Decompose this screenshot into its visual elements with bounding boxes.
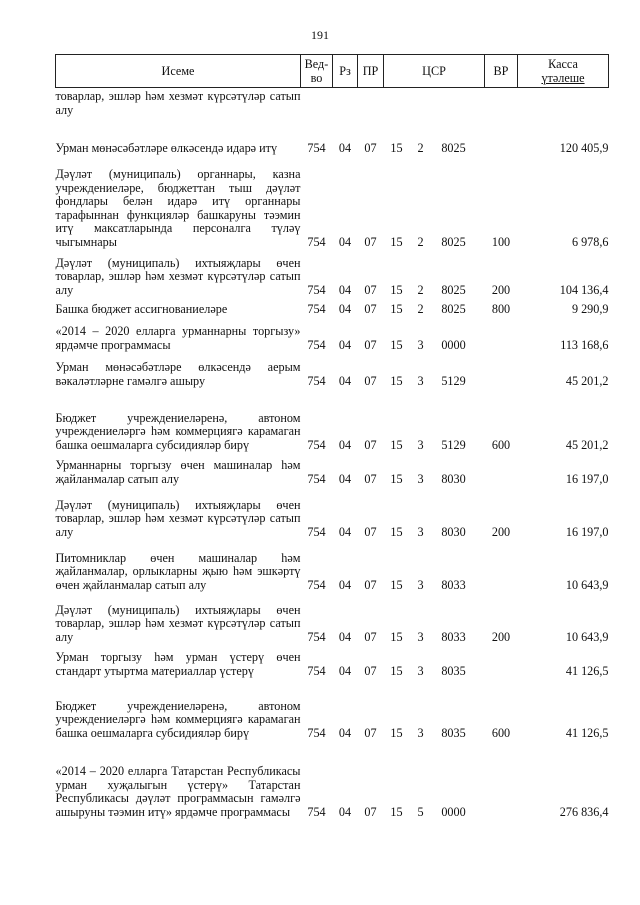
row-csr [384,540,485,593]
row-pr: 07 [364,629,377,644]
row-amount: 113 168,6 [560,337,609,352]
row-rz: 04 [338,471,352,486]
row-csr-part: 15 [390,140,403,155]
row-vedomstvo: 754 [307,725,326,740]
row-csr-part: 15 [390,437,403,452]
table-header [56,55,609,88]
row-vedomstvo: 754 [307,471,326,486]
row-csr-part: 3 [417,337,424,352]
row-name: Дәүләт (муниципаль) ихтыяҗлары өчен товарлар, эшләр һәм хезмәт күрсәтүләр сатып алу [55,602,301,644]
row-csr [384,645,485,679]
row-amount: 16 197,0 [565,471,609,486]
row-csr-part: 15 [390,804,403,819]
row-vr: 200 [491,282,511,297]
row-csr [384,389,485,453]
row-amount: 41 126,5 [565,725,609,740]
row-csr-part: 2 [417,234,424,249]
row-csr-part: 3 [417,524,424,539]
row-rz: 04 [338,663,352,678]
row-csr [384,453,485,487]
row-csr-part: 0000 [441,337,466,352]
row-csr-part: 8033 [441,629,466,644]
row-rz: 04 [338,524,352,539]
row-pr: 07 [364,804,377,819]
row-pr: 07 [364,663,377,678]
row-csr [384,741,485,820]
table-row [56,453,609,487]
row-pr: 07 [364,140,377,155]
row-name: «2014 – 2020 елларга Татарстан Республикасы урман хуҗалыгын үстерү» Татарстан Республикасы дәүләт программасын гамәлгә ашыруны тәэмин итү» ярдәмче программасы [55,764,301,819]
row-csr-part: 2 [417,282,424,297]
row-csr-part: 8035 [441,725,466,740]
row-csr-part: 15 [390,629,403,644]
row-csr-part: 3 [417,437,424,452]
row-pr [358,88,384,118]
row-pr: 07 [364,301,377,316]
table-row [56,88,609,118]
header-kassa [518,55,609,88]
row-pr: 07 [364,524,377,539]
table-body [56,88,609,820]
row-pr: 07 [364,725,377,740]
row-csr-part: 15 [390,373,403,388]
row-name: Урман торгызу һәм урман үстерү өчен стандарт утыртма материаллар үстерү [55,650,301,678]
row-name: Дәүләт (муниципаль) ихтыяҗлары өчен товарлар, эшләр һәм хезмәт күрсәтүләр сатып алу [55,497,301,539]
row-csr [384,353,485,389]
table-row [56,389,609,453]
row-csr-part: 15 [390,524,403,539]
row-vr [485,645,518,679]
row-csr-part: 15 [390,471,403,486]
row-csr-part: 3 [417,663,424,678]
row-rz: 04 [338,437,352,452]
row-rz: 04 [338,140,352,155]
row-amount: 10 643,9 [565,577,609,592]
row-name: Башка бюджет ассигнованиеләре [55,301,228,316]
row-amount: 45 201,2 [565,437,609,452]
row-name: Урман мөнәсәбәтләре өлкәсендә идарә итү [55,140,278,155]
row-csr [384,298,485,317]
row-vr: 800 [491,301,511,316]
header-vedomstvo-line2: во [310,71,323,85]
table-row [56,353,609,389]
table-row [56,250,609,298]
row-csr-part: 5129 [441,437,466,452]
row-csr-part: 8025 [441,140,466,155]
row-csr-part: 8030 [441,524,466,539]
row-amount [518,88,609,118]
header-csr: ЦСР [384,55,485,88]
row-name: Урман мөнәсәбәтләре өлкәсендә аерым вәкаләтләрне гамәлгә ашыру [55,360,301,388]
row-csr-part: 8030 [441,471,466,486]
header-vedomstvo [301,55,333,88]
table-row [56,679,609,741]
row-csr-part: 3 [417,577,424,592]
row-vedomstvo: 754 [307,373,326,388]
row-amount: 120 405,9 [559,140,609,155]
row-amount: 6 978,6 [571,234,609,249]
header-vedomstvo-line1: Вед- [304,57,329,71]
table-row [56,741,609,820]
row-pr: 07 [364,282,377,297]
table-row [56,645,609,679]
row-rz: 04 [338,373,352,388]
row-csr-part: 2 [417,140,424,155]
row-csr-part: 15 [390,337,403,352]
row-vedomstvo: 754 [307,337,326,352]
row-csr [384,250,485,298]
row-pr: 07 [364,437,377,452]
row-rz: 04 [338,234,352,249]
row-vr: 200 [491,524,511,539]
row-csr [384,118,485,156]
row-csr-part: 8033 [441,577,466,592]
row-vedomstvo: 754 [307,804,326,819]
row-vedomstvo: 754 [307,234,326,249]
row-amount: 45 201,2 [565,373,609,388]
row-csr-part: 8025 [441,301,466,316]
row-vr [485,741,518,820]
row-vr: 100 [491,234,511,249]
row-name: Бюджет учреждениеләренә, автоном учреждениеләргә һәм коммерциягә карамаган башка оешмаларга субсидияләр бирү [55,698,301,740]
row-amount: 10 643,9 [565,629,609,644]
row-vr [485,453,518,487]
row-vr: 600 [491,725,511,740]
row-pr: 07 [364,234,377,249]
row-vedomstvo: 754 [307,577,326,592]
row-rz: 04 [338,804,352,819]
header-pr: ПР [358,55,384,88]
row-amount: 16 197,0 [565,524,609,539]
row-vr [485,353,518,389]
header-kassa-line1: Касса [548,57,578,71]
row-name: Питомниклар өчен машиналар һәм җайланмалар, орлыкларны җыю һәм эшкәртү өчен җайланмалар сатып алу [55,550,301,592]
row-name: «2014 – 2020 елларга урманнарны торгызу» ярдәмче программасы [55,324,301,352]
table-row [56,118,609,156]
row-csr [384,487,485,540]
row-csr-part: 3 [417,471,424,486]
row-vr [485,317,518,353]
table-row [56,156,609,250]
row-vedomstvo: 754 [307,524,326,539]
row-name: товарлар, эшләр һәм хезмәт күрсәтүләр сатып алу [55,89,301,117]
row-csr-part: 8025 [441,282,466,297]
row-rz: 04 [338,629,352,644]
page-number: 191 [311,28,329,42]
row-vedomstvo: 754 [307,301,326,316]
row-csr-part: 3 [417,725,424,740]
row-amount: 9 290,9 [571,301,609,316]
table-row [56,540,609,593]
row-csr-part: 3 [417,373,424,388]
row-csr-part: 15 [390,725,403,740]
row-vr [485,118,518,156]
row-name: Бюджет учреждениеләренә, автоном учреждениеләргә һәм коммерциягә карамаган башка оешмаларга субсидияләр бирү [55,410,301,452]
row-rz: 04 [338,282,352,297]
row-csr [384,593,485,645]
row-pr: 07 [364,373,377,388]
row-pr: 07 [364,471,377,486]
row-csr-part: 2 [417,301,424,316]
row-csr-part: 8035 [441,663,466,678]
row-vedomstvo: 754 [307,629,326,644]
row-csr [384,679,485,741]
row-csr-part: 15 [390,301,403,316]
row-pr: 07 [364,337,377,352]
row-vedomstvo: 754 [307,663,326,678]
row-rz [333,88,358,118]
row-rz: 04 [338,337,352,352]
row-rz: 04 [338,725,352,740]
table-row [56,298,609,317]
row-csr-part: 3 [417,629,424,644]
row-vr [485,540,518,593]
row-csr-part: 8025 [441,234,466,249]
row-vedomstvo: 754 [307,282,326,297]
row-csr [384,88,485,118]
row-vr: 200 [491,629,511,644]
row-csr-part: 15 [390,577,403,592]
row-rz: 04 [338,301,352,316]
table-row [56,593,609,645]
header-rz: Рз [333,55,358,88]
row-csr-part: 15 [390,663,403,678]
budget-table [55,54,609,820]
row-csr-part: 0000 [441,804,466,819]
table-row [56,487,609,540]
row-csr-part: 15 [390,234,403,249]
row-amount: 104 136,4 [559,282,609,297]
row-amount: 41 126,5 [565,663,609,678]
row-vedomstvo: 754 [307,437,326,452]
header-kassa-line2: үтәлеше [541,71,585,85]
row-rz: 04 [338,577,352,592]
table-row [56,317,609,353]
row-csr-part: 5129 [441,373,466,388]
row-csr-part: 5 [417,804,424,819]
row-pr: 07 [364,577,377,592]
row-amount: 276 836,4 [559,804,609,819]
row-vr: 600 [491,437,511,452]
row-csr-part: 15 [390,282,403,297]
row-vedomstvo [301,88,333,118]
header-name: Исеме [56,55,301,88]
header-vr: ВР [485,55,518,88]
row-csr [384,156,485,250]
row-csr [384,317,485,353]
row-name: Урманнарны торгызу өчен машиналар һәм җайланмалар сатып алу [55,458,301,486]
row-name: Дәүләт (муниципаль) органнары, казна учреждениеләре, бюджеттан тыш дәүләт фондлары белән идарә итү органнары тарафыннан функцияләр башкаруны тәэмин итү максатларында персоналга түләү чыгымнары [55,166,301,249]
row-vr [485,88,518,118]
row-vedomstvo: 754 [307,140,326,155]
row-name: Дәүләт (муниципаль) ихтыяҗлары өчен товарлар, эшләр һәм хезмәт күрсәтүләр сатып алу [55,255,301,297]
